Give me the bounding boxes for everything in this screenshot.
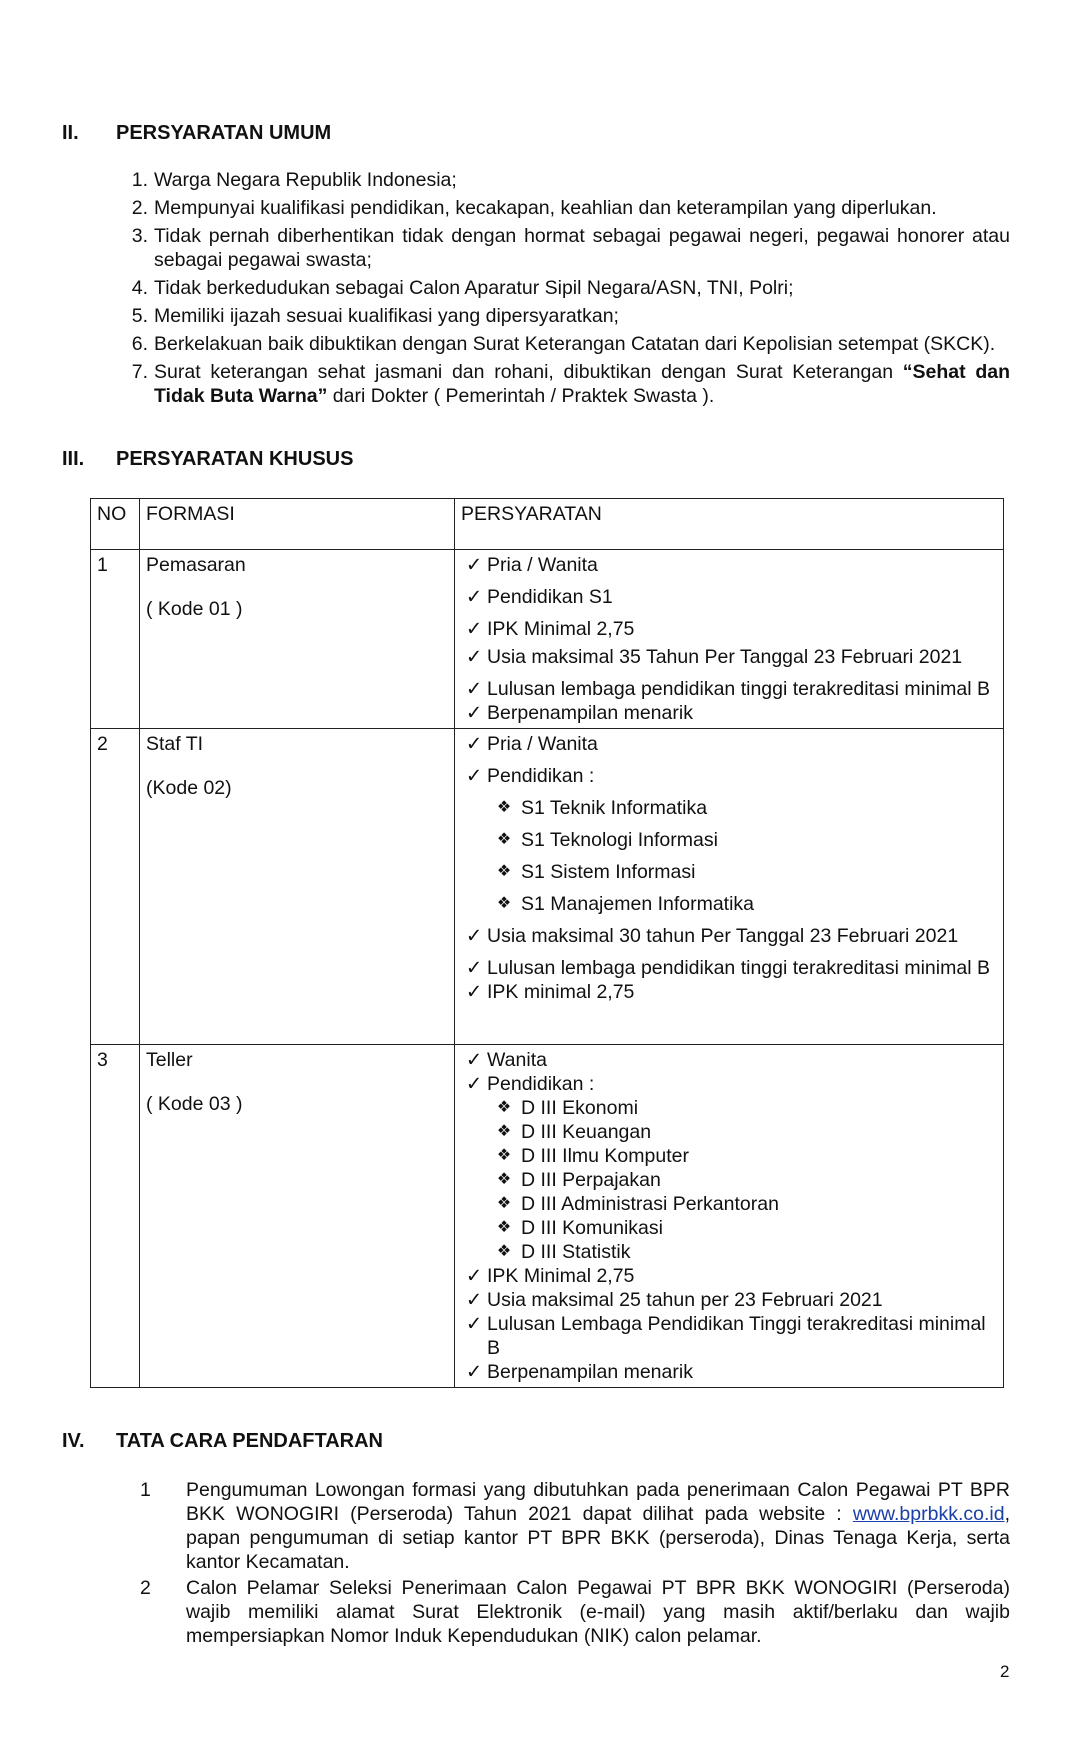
list-item: ✓ Wanita <box>461 1048 997 1072</box>
registration-procedure-list <box>130 1478 1010 1650</box>
table-row <box>91 1045 1004 1388</box>
list-item: ✓ Lulusan lembaga pendidikan tinggi terakreditasi minimal B <box>461 956 997 980</box>
list-item: ❖ D III Administrasi Perkantoran <box>461 1192 997 1216</box>
table-header-row <box>91 499 1004 550</box>
checkmark-icon: ✓ <box>465 957 483 979</box>
header-formasi: FORMASI <box>140 499 455 550</box>
list-item: ✓ Berpenampilan menarik <box>461 1360 997 1384</box>
diamond-bullet-icon: ❖ <box>496 1243 512 1260</box>
checkmark-icon: ✓ <box>465 733 483 755</box>
list-item: ✓ Pendidikan S1 <box>461 585 997 609</box>
list-item: ✓ Lulusan lembaga pendidikan tinggi terakreditasi minimal B <box>461 677 997 701</box>
section-2-number: II. <box>62 122 79 144</box>
section-2-title: PERSYARATAN UMUM <box>116 122 332 144</box>
checkmark-icon: ✓ <box>465 1313 483 1335</box>
row-formasi: Pemasaran ( Kode 01 ) <box>140 550 455 729</box>
list-item: 5. Memiliki ijazah sesuai kualifikasi yang dipersyaratkan; <box>131 305 619 327</box>
list-item: ❖ D III Komunikasi <box>461 1216 997 1240</box>
header-no: NO <box>91 499 140 550</box>
list-item: 2 Calon Pelamar Seleksi Penerimaan Calon Pegawai PT BPR BKK WONOGIRI (Perseroda) wajib memiliki alamat Surat Elektronik (e-mail) yang masih aktif/berlaku dan wajib mempersiapkan Nomor Induk Kependudukan (NIK) calon pelamar. <box>140 1577 1010 1647</box>
list-item: ✓ Pria / Wanita <box>461 553 997 577</box>
list-item: ❖ S1 Teknologi Informasi <box>461 828 997 852</box>
checkmark-icon: ✓ <box>465 702 483 724</box>
list-item: ✓ Lulusan Lembaga Pendidikan Tinggi terakreditasi minimal B <box>461 1312 997 1360</box>
list-item: ✓ Pendidikan : <box>461 764 997 788</box>
table-row <box>91 550 1004 729</box>
checkmark-icon: ✓ <box>465 1049 483 1071</box>
diamond-bullet-icon: ❖ <box>496 831 512 848</box>
website-link[interactable]: www.bprbkk.co.id <box>852 1503 1005 1525</box>
list-item: ✓ Berpenampilan menarik <box>461 701 997 725</box>
list-item: 7. Surat keterangan sehat jasmani dan rohani, dibuktikan dengan Surat Keterangan “Sehat dan Tidak Buta Warna” dari Dokter ( Pemerintah / Praktek Swasta ). <box>131 361 1011 407</box>
list-item: 6. Berkelakuan baik dibuktikan dengan Surat Keterangan Catatan dari Kepolisian setempat (SKCK). <box>131 333 996 355</box>
section-4-title: TATA CARA PENDAFTARAN <box>116 1430 384 1452</box>
list-item: ✓ Usia maksimal 30 tahun Per Tanggal 23 Februari 2021 <box>461 924 997 948</box>
list-item: ✓ Usia maksimal 25 tahun per 23 Februari 2021 <box>461 1288 997 1312</box>
list-item: 1 Pengumuman Lowongan formasi yang dibutuhkan pada penerimaan Calon Pegawai PT BPR BKK WONOGIRI (Perseroda) Tahun 2021 dapat dilihat pada website : www.bprbkk.co.id, papan pengumuman di setiap kantor PT BPR BKK (perseroda), Dinas Tenaga Kerja, serta kantor Kecamatan. <box>140 1479 1010 1573</box>
list-item: 1. Warga Negara Republik Indonesia; <box>131 169 457 191</box>
checkmark-icon: ✓ <box>465 765 483 787</box>
diamond-bullet-icon: ❖ <box>496 1171 512 1188</box>
list-item: ❖ D III Statistik <box>461 1240 997 1264</box>
diamond-bullet-icon: ❖ <box>496 1099 512 1116</box>
header-persyaratan: PERSYARATAN <box>455 499 1004 550</box>
list-item: ❖ D III Ilmu Komputer <box>461 1144 997 1168</box>
diamond-bullet-icon: ❖ <box>496 1147 512 1164</box>
checkmark-icon: ✓ <box>465 678 483 700</box>
list-item: ✓ Pendidikan : <box>461 1072 997 1096</box>
checkmark-icon: ✓ <box>465 925 483 947</box>
checkmark-icon: ✓ <box>465 646 483 668</box>
general-requirements-list <box>120 168 1010 412</box>
checkmark-icon: ✓ <box>465 618 483 640</box>
list-item: ✓ IPK minimal 2,75 <box>461 980 997 1004</box>
table-row <box>91 729 1004 1045</box>
diamond-bullet-icon: ❖ <box>496 895 512 912</box>
list-item: ✓ Usia maksimal 35 Tahun Per Tanggal 23 Februari 2021 <box>461 645 997 669</box>
checkmark-icon: ✓ <box>465 586 483 608</box>
list-item: 4. Tidak berkedudukan sebagai Calon Aparatur Sipil Negara/ASN, TNI, Polri; <box>131 277 794 299</box>
row-requirements <box>455 729 1004 1045</box>
row-formasi: Teller ( Kode 03 ) <box>140 1045 455 1388</box>
checkmark-icon: ✓ <box>465 1265 483 1287</box>
list-item: ✓ Pria / Wanita <box>461 732 997 756</box>
list-item: ❖ D III Ekonomi <box>461 1096 997 1120</box>
list-item: ✓ IPK Minimal 2,75 <box>461 617 997 641</box>
checkmark-icon: ✓ <box>465 1289 483 1311</box>
row-requirements <box>455 1045 1004 1388</box>
requirements-table <box>90 498 1004 1388</box>
row-formasi: Staf TI (Kode 02) <box>140 729 455 1045</box>
diamond-bullet-icon: ❖ <box>496 1123 512 1140</box>
section-3-number: III. <box>62 448 85 470</box>
list-item: 3. Tidak pernah diberhentikan tidak dengan hormat sebagai pegawai negeri, pegawai honorer atau sebagai pegawai swasta; <box>131 225 1010 271</box>
diamond-bullet-icon: ❖ <box>496 1219 512 1236</box>
row-no: 1 <box>91 550 140 729</box>
checkmark-icon: ✓ <box>465 981 483 1003</box>
section-3-title: PERSYARATAN KHUSUS <box>116 448 354 470</box>
list-item: ✓ IPK Minimal 2,75 <box>461 1264 997 1288</box>
list-item: ❖ S1 Manajemen Informatika <box>461 892 997 916</box>
checkmark-icon: ✓ <box>465 1361 483 1383</box>
checkmark-icon: ✓ <box>465 554 483 576</box>
list-item: ❖ S1 Teknik Informatika <box>461 796 997 820</box>
section-4-number: IV. <box>62 1430 85 1452</box>
row-no: 2 <box>91 729 140 1045</box>
diamond-bullet-icon: ❖ <box>496 863 512 880</box>
list-item: ❖ S1 Sistem Informasi <box>461 860 997 884</box>
checkmark-icon: ✓ <box>465 1073 483 1095</box>
row-no: 3 <box>91 1045 140 1388</box>
diamond-bullet-icon: ❖ <box>496 1195 512 1212</box>
list-item: ❖ D III Keuangan <box>461 1120 997 1144</box>
page-number: 2 <box>1000 1662 1010 1681</box>
row-requirements <box>455 550 1004 729</box>
list-item: ❖ D III Perpajakan <box>461 1168 997 1192</box>
diamond-bullet-icon: ❖ <box>496 799 512 816</box>
list-item: 2. Mempunyai kualifikasi pendidikan, kecakapan, keahlian dan keterampilan yang diperlukan. <box>131 197 937 219</box>
